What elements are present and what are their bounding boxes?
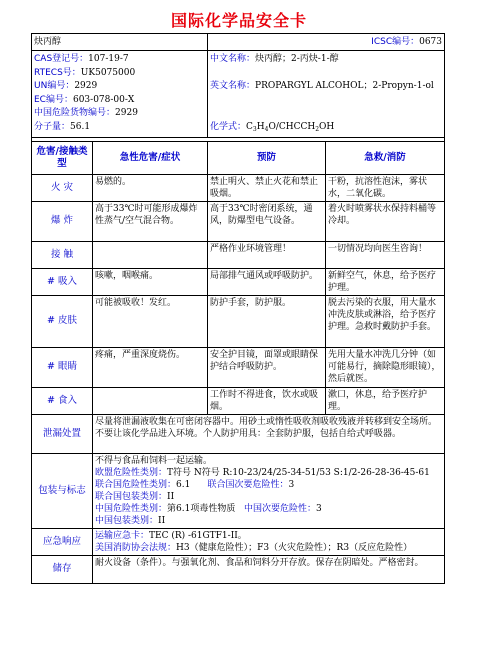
hazard-row-eyes <box>32 347 445 387</box>
hazard-type: # 皮肤 <box>32 295 93 347</box>
eu-classification: 欧盟危险性类别：T符号 N符号 R:10-23/24/25-34-51/53 S:1/2-26-28-36-45-61 <box>95 467 430 478</box>
chemical-name: 炔丙醇 <box>32 34 208 51</box>
ec-number: EC编号：603-078-00-X <box>34 94 135 105</box>
hazard-prevention: 高于33℃时密闭系统，通风，防爆型电气设备。 <box>208 201 326 241</box>
hazard-symptom: 易燃的。 <box>93 174 208 201</box>
hazard-firstaid: 着火时喷雾状水保持料桶等冷却。 <box>326 201 445 241</box>
hazard-firstaid: 一切情况均向医生咨询！ <box>326 241 445 268</box>
name-block <box>208 51 445 138</box>
header-firstaid: 急救/消防 <box>326 141 445 174</box>
storage-label: 储存 <box>32 555 93 583</box>
cas-number: CAS登记号：107-19-7 <box>34 54 129 64</box>
emergency-row <box>32 528 445 555</box>
header-symptom: 急性危害/症状 <box>93 141 208 174</box>
hazard-prevention: 工作时不得进食，饮水或吸烟。 <box>208 387 326 414</box>
header-prevention: 预防 <box>208 141 326 174</box>
column-header-row <box>32 141 445 174</box>
nfpa-code: 美国消防协会法规：H3（健康危险性）；F3（火灾危险性）；R3（反应危险性） <box>95 542 413 553</box>
hazard-prevention: 严格作业环境管理！ <box>208 241 326 268</box>
emergency-label: 应急响应 <box>32 528 93 555</box>
hazard-type: # 食入 <box>32 387 93 414</box>
chemical-formula: 化学式：$C_3H_4O/CHCCH_2OH$ <box>210 121 335 133</box>
hazard-type: # 吸入 <box>32 268 93 295</box>
spill-text: 尽量将泄漏液收集在可密闭容器中。用砂土或惰性吸收剂吸收残液并转移到安全场所。不要让该化学品进入环境。个人防护用具：全套防护服，包括自给式呼吸器。 <box>93 414 445 453</box>
header-row <box>32 34 445 51</box>
hazard-symptom: 高于33℃时可能形成爆炸性蒸气/空气混合物。 <box>93 201 208 241</box>
un-number: UN编号：2929 <box>34 81 98 92</box>
chinese-name: 中文名称：炔丙醇；2-丙炔-1-醇 <box>210 54 339 64</box>
hazard-row-skin <box>32 295 445 347</box>
hazard-symptom <box>93 241 208 268</box>
spill-row <box>32 414 445 453</box>
hazard-type: # 眼睛 <box>32 347 93 387</box>
hazard-row-contact <box>32 241 445 268</box>
transport-card: 运输应急卡：TEC (R) -61GTF1-II。 <box>95 530 247 541</box>
english-name: 英文名称：PROPARGYL ALCOHOL；2-Propyn-1-ol <box>210 81 434 92</box>
packaging-text <box>93 453 445 528</box>
un-packing-group: 联合国包装类别：II <box>95 491 175 502</box>
cn-classification: 中国危险性类别：第6.1项毒性物质 中国次要危险性：3 <box>95 503 322 514</box>
storage-row <box>32 555 445 583</box>
hazard-prevention: 禁止明火、禁止火花和禁止吸烟。 <box>208 174 326 201</box>
cn-packing-group: 中国包装类别：II <box>95 515 166 526</box>
hazard-type: 火 灾 <box>32 174 93 201</box>
spill-label: 泄漏处置 <box>32 414 93 453</box>
hazard-firstaid: 先用大量水冲洗几分钟（如可能易行，摘除隐形眼镜），然后就医。 <box>326 347 445 387</box>
storage-text: 耐火设备（条件）。与强氧化剂、食品和饲料分开存放。保存在阴暗处。严格密封。 <box>93 555 445 583</box>
hazard-row-inhalation <box>32 268 445 295</box>
hazard-firstaid: 新鲜空气，休息，给予医疗护理。 <box>326 268 445 295</box>
hazard-type: 接 触 <box>32 241 93 268</box>
card-title: 国际化学品安全卡 <box>170 11 307 30</box>
hazard-firstaid: 脱去污染的衣服，用大量水冲洗皮肤或淋浴，给予医疗护理。急救时戴防护手套。 <box>326 295 445 347</box>
hazard-symptom: 可能被吸收！发红。 <box>93 295 208 347</box>
hazard-symptom: 咳嗽，咽喉痛。 <box>93 268 208 295</box>
icsc-number: ICSC编号：0673 <box>208 34 445 51</box>
hazard-symptom <box>93 387 208 414</box>
cn-danger-number: 中国危险货物编号：2929 <box>34 108 138 119</box>
hazard-row-ingestion <box>32 387 445 414</box>
emergency-text <box>93 528 445 555</box>
hazard-prevention: 局部排气通风或呼吸防护。 <box>208 268 326 295</box>
un-classification: 联合国危险性类别：6.1 联合国次要危险性：3 <box>95 479 295 490</box>
hazard-symptom: 疼痛，严重深度烧伤。 <box>93 347 208 387</box>
hazard-firstaid: 漱口，休息，给予医疗护理。 <box>326 387 445 414</box>
rtecs-number: RTECS号：UK5075000 <box>34 67 136 78</box>
hazard-prevention: 安全护目镜，面罩或眼睛保护结合呼吸防护。 <box>208 347 326 387</box>
identity-row <box>32 51 445 138</box>
hazard-row-explosion <box>32 201 445 241</box>
identifier-block <box>32 51 208 138</box>
hazard-type: 爆 炸 <box>32 201 93 241</box>
packaging-transport-note: 不得与食品和饲料一起运输。 <box>95 455 213 466</box>
molecular-weight: 分子量：56.1 <box>34 121 91 132</box>
packaging-label: 包装与标志 <box>32 453 93 528</box>
packaging-row <box>32 453 445 528</box>
hazard-row-fire <box>32 174 445 201</box>
hazard-prevention: 防护手套，防护服。 <box>208 295 326 347</box>
header-type: 危害/接触类型 <box>32 141 93 174</box>
safety-card-table <box>31 33 445 584</box>
hazard-firstaid: 干粉，抗溶性泡沫，雾状水，二氧化碳。 <box>326 174 445 201</box>
